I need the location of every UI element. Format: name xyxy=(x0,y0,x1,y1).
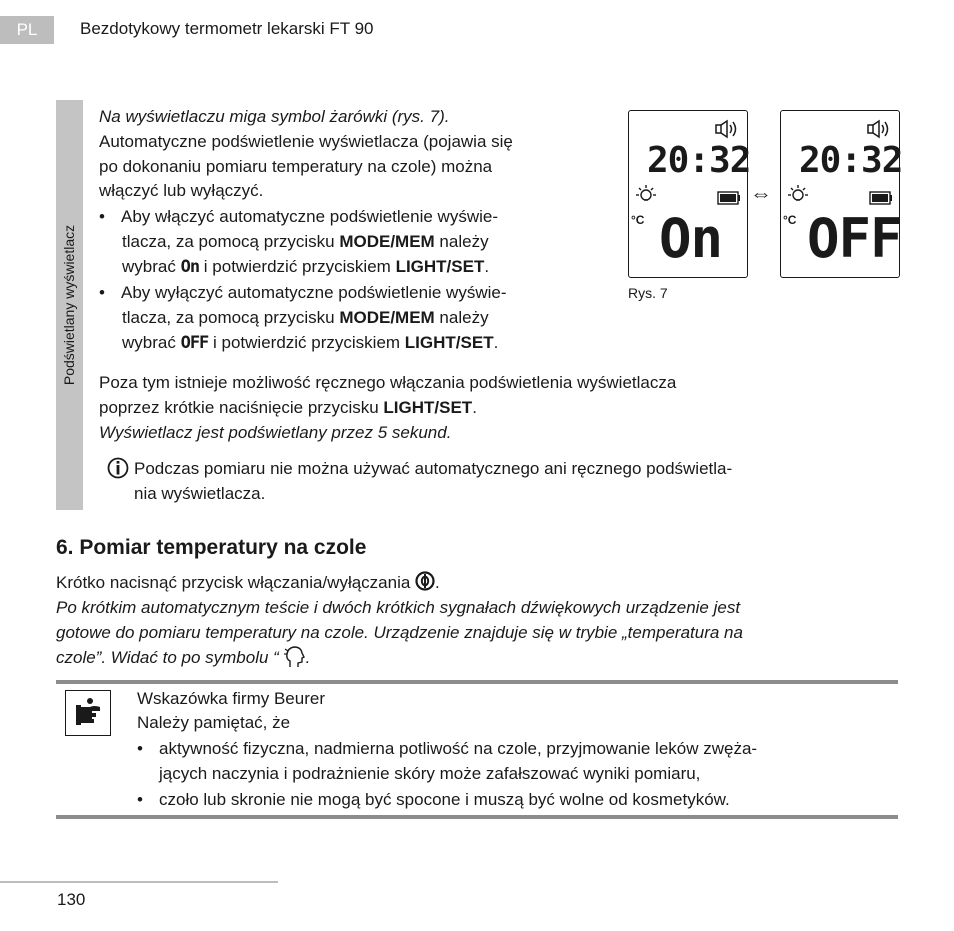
bullet-enable-3 xyxy=(122,254,489,280)
lcd-value-off: OFF xyxy=(807,207,902,270)
mode-mem-key: MODE/MEM xyxy=(339,232,435,251)
bullet-disable-2 xyxy=(122,305,489,330)
language-tab: PL xyxy=(0,16,54,44)
bullet-disable-1 xyxy=(99,280,507,305)
power-instruction-text: Krótko nacisnąć przycisk włączania/wyłączania xyxy=(56,573,411,592)
lcd-display-off xyxy=(780,110,903,278)
lcd-value-on: On xyxy=(659,207,723,270)
unit-celsius: °C xyxy=(631,213,645,227)
light-set-key: LIGHT/SET xyxy=(404,333,494,352)
manual-light-text-2 xyxy=(99,395,477,420)
blink-note: Na wyświetlaczu miga symbol żarówki (rys. 7). xyxy=(99,107,450,126)
info-text-2: nia wyświetlacza. xyxy=(134,484,266,503)
off-symbol: OFF xyxy=(180,333,209,353)
note-bullet-text: czoło lub skronie nie mogą być spocone i muszą być wolne od kosmetyków. xyxy=(159,790,730,809)
auto-light-text-2: po dokonaniu pomiaru temperatury na czole) można xyxy=(99,157,493,176)
on-symbol: On xyxy=(180,257,200,277)
bullet-disable-text: Aby wyłączyć automatyczne podświetlenie wyświe- xyxy=(121,283,507,302)
bullet-enable-text: należy xyxy=(434,232,489,251)
footer-rule xyxy=(0,881,278,883)
battery-icon xyxy=(869,191,893,205)
auto-light-text-1: Automatyczne podświetlenie wyświetlacza (pojawia się xyxy=(99,132,513,151)
note-bullet-1-line-1 xyxy=(137,736,757,761)
bullet-dot: • xyxy=(137,790,143,809)
info-text-1: Podczas pomiaru nie można używać automatycznego ani ręcznego podświetla- xyxy=(134,459,733,478)
unit-celsius: °C xyxy=(783,213,797,227)
self-test-text-1: Po krótkim automatycznym teście i dwóch krótkich sygnałach dźwiękowych urządzenie jest xyxy=(56,598,741,617)
forehead-symbol-icon xyxy=(284,645,306,669)
mode-mem-key: MODE/MEM xyxy=(339,308,435,327)
info-icon xyxy=(107,457,129,479)
period: . xyxy=(484,257,490,276)
bullet-enable-1 xyxy=(99,204,498,229)
lcd-display-on xyxy=(628,110,751,278)
light-duration-note: Wyświetlacz jest podświetlany przez 5 sekund. xyxy=(99,423,452,442)
period: . xyxy=(435,573,440,592)
speaker-icon xyxy=(867,119,891,139)
manual-light-text-1: Poza tym istnieje możliwość ręcznego włączania podświetlenia wyświetlacza xyxy=(99,373,677,392)
note-title: Wskazówka firmy Beurer xyxy=(137,689,325,708)
self-test-text-2: gotowe do pomiaru temperatury na czole. Urządzenie znajduje się w trybie „temperatura na xyxy=(56,623,743,642)
note-bottom-rule xyxy=(56,815,898,819)
document-title: Bezdotykowy termometr lekarski FT 90 xyxy=(80,19,374,38)
period: . xyxy=(493,333,499,352)
page-number: 130 xyxy=(57,890,86,909)
bullet-enable-text: tlacza, za pomocą przycisku xyxy=(122,232,340,251)
auto-light-text-3: włączyć lub wyłączyć. xyxy=(99,181,264,200)
manual-light-text: poprzez krótkie naciśnięcie przycisku xyxy=(99,398,384,417)
bullet-disable-text: i potwierdzić przyciskiem xyxy=(208,333,405,352)
self-test-text: czole”. Widać to po symbolu “ xyxy=(56,648,279,667)
self-test-text-3 xyxy=(56,645,310,670)
note-top-rule xyxy=(56,680,898,684)
note-bullet-text: aktywność fizyczna, nadmierna potliwość na czole, przyjmowanie leków zwęża- xyxy=(159,739,758,758)
lcd-time: 20:32 xyxy=(647,140,751,181)
period: . xyxy=(305,648,311,667)
bullet-disable-text: należy xyxy=(434,308,489,327)
note-bullet-2 xyxy=(137,787,730,812)
section-side-tab xyxy=(56,100,83,510)
hint-icon xyxy=(65,690,111,736)
bullet-enable-text: i potwierdzić przyciskiem xyxy=(199,257,396,276)
section-heading: 6. Pomiar temperatury na czole xyxy=(56,536,367,559)
pointing-hand-icon xyxy=(66,691,110,735)
power-instruction xyxy=(56,570,440,595)
lcd-time: 20:32 xyxy=(799,140,903,181)
side-tab-label: Podświetlany wyświetlacz xyxy=(61,224,77,386)
note-bullet-1-line-2: jących naczynia i podrażnienie skóry może zafałszować wyniki pomiaru, xyxy=(159,764,701,783)
double-arrow-icon: ⇔ xyxy=(750,181,772,206)
bullet-dot: • xyxy=(99,283,105,302)
bullet-enable-text: Aby włączyć automatyczne podświetlenie wyświe- xyxy=(121,207,498,226)
bullet-enable-2 xyxy=(122,229,489,254)
speaker-icon xyxy=(715,119,739,139)
power-button-icon xyxy=(415,571,435,591)
bullet-disable-3 xyxy=(122,330,498,356)
light-set-key: LIGHT/SET xyxy=(383,398,473,417)
bullet-enable-text: wybrać xyxy=(122,257,181,276)
light-set-key: LIGHT/SET xyxy=(395,257,485,276)
bullet-dot: • xyxy=(99,207,105,226)
bullet-disable-text: tlacza, za pomocą przycisku xyxy=(122,308,340,327)
period: . xyxy=(472,398,477,417)
note-intro: Należy pamiętać, że xyxy=(137,713,291,732)
bullet-dot: • xyxy=(137,739,143,758)
figure-caption: Rys. 7 xyxy=(628,285,668,301)
lightbulb-icon xyxy=(633,183,659,207)
bullet-disable-text: wybrać xyxy=(122,333,181,352)
lightbulb-icon xyxy=(785,183,811,207)
battery-icon xyxy=(717,191,741,205)
